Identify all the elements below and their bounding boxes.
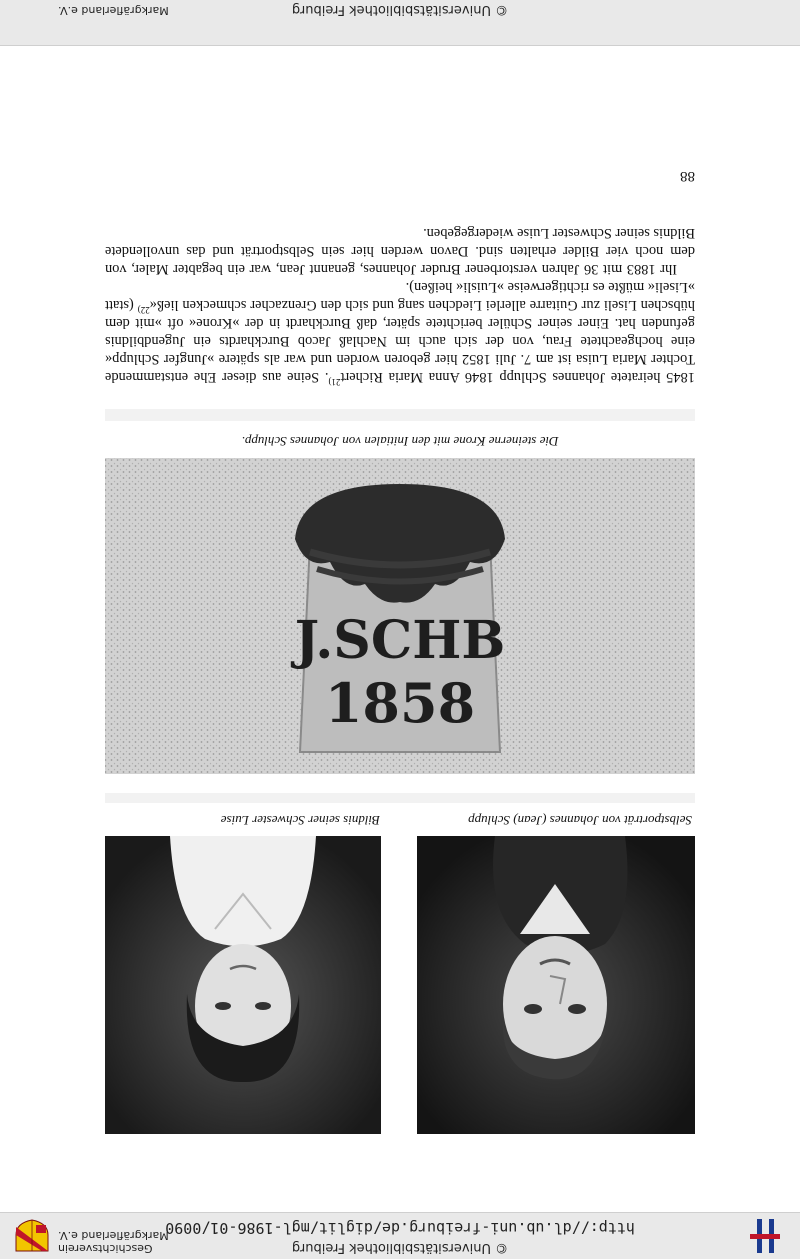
paragraph: 1845 heiratete Johannes Schlupp 1846 Anna Maria Richert$^{21)}$. Seine aus dieser Ehe entstammende Tochter Maria Luisa ist am 7. Juli 1852 hier geboren worden und war als spätere »Jungfer Schlupp« eine hochgeachtete Frau, von der sich auch im Nachlaß Jacob Burckhardts ein Jugendbildnis gefunden hat. Einer seiner Schüler berichtete später, daß Burckhardt in der »Krone« oft »mit dem hübschen Liseli zur Guitarre allerlei Liedchen sang und sich den Grenzacher schmecken ließ«$^{22)}$ (statt »Liseli« müßte es richtigerweise »Luisli« heißen).	[104, 279, 695, 387]
paragraph: Ihr 1883 mit 36 Jahren verstorbener Bruder Johannes, genannt Jean, war ein begabter Maler, von dem noch vier Bilder erhalten sind. Davon werden hier sein Selbstporträt und das unvollendete Bildnis seiner Schwester Luise wiedergegeben.	[105, 225, 695, 277]
coat-of-arms-icon[interactable]	[12, 1219, 52, 1253]
bleed-through-mark	[105, 793, 695, 803]
library-header-bar	[0, 1212, 800, 1259]
footnote-ref: 21)	[328, 376, 341, 387]
library-footer-bar	[0, 0, 800, 46]
self-portrait-caption: Selbstporträt von Johannes (Jean) Schlupp	[468, 813, 692, 828]
sister-portrait-caption: Bildnis seiner Schwester Luise	[220, 813, 380, 828]
copyright-notice: © Universitätsbibliothek Freiburg	[291, 2, 509, 17]
self-portrait-photo	[417, 836, 695, 1134]
copyright-notice: © Universitätsbibliothek Freiburg	[291, 1240, 509, 1255]
footnote-ref: 22)	[137, 304, 150, 315]
portrait-of-sister-photo	[105, 836, 381, 1134]
ub-freiburg-logo-icon[interactable]	[748, 1219, 782, 1253]
society-name: Markgräflerland e.V.	[58, 4, 169, 17]
bleed-through-mark	[105, 409, 695, 421]
society-name-line1: Geschichtsverein	[58, 1242, 153, 1255]
stone-crown-caption: Die steinerne Krone mit den Initialen von Johannes Schlupp.	[241, 434, 559, 449]
stone-inscription-initials: J.SCHB	[294, 610, 506, 671]
body-text	[105, 224, 695, 386]
stone-inscription-year: 1858	[324, 671, 476, 735]
document-url[interactable]: http://dl.ub.uni-freiburg.de/diglit/mgl-1986-01/0090	[165, 1219, 635, 1237]
society-name-line2: Markgräflerland e.V.	[58, 1229, 169, 1242]
page-number: 88	[680, 168, 695, 184]
stone-crown-photo	[105, 458, 695, 774]
society-name	[58, 1229, 180, 1255]
